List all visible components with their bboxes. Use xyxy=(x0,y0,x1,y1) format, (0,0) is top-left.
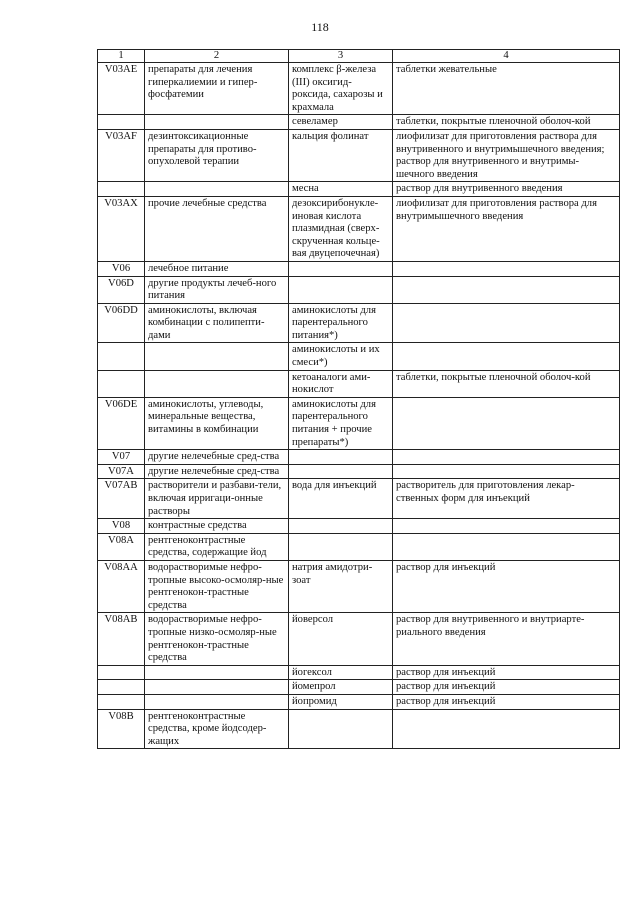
anatomic-group-cell xyxy=(145,182,289,197)
table-row xyxy=(98,129,620,181)
anatomic-group-cell xyxy=(145,370,289,397)
dosage-form-cell xyxy=(393,533,620,560)
anatomic-group-cell: рентгеноконтрастные средства, кроме йодсодер-жащих xyxy=(145,709,289,749)
dosage-form-cell xyxy=(393,450,620,465)
table-row xyxy=(98,560,620,612)
substance-cell: вода для инъекций xyxy=(289,479,393,519)
anatomic-group-cell: лечебное питание xyxy=(145,261,289,276)
anatomic-group-cell: водорастворимые нефро-тропные высоко-осмоляр-ные рентгенокон-трастные средства xyxy=(145,560,289,612)
anatomic-group-cell xyxy=(145,665,289,680)
substance-cell xyxy=(289,261,393,276)
dosage-form-cell: растворитель для приготовления лекар-ственных форм для инъекций xyxy=(393,479,620,519)
header-cell-4: 4 xyxy=(393,50,620,63)
atc-code-cell: V07 xyxy=(98,450,145,465)
atc-code-cell: V06DE xyxy=(98,397,145,449)
substance-cell: месна xyxy=(289,182,393,197)
atc-code-cell: V08AA xyxy=(98,560,145,612)
atc-code-cell: V06 xyxy=(98,261,145,276)
atc-code-cell: V06D xyxy=(98,276,145,303)
anatomic-group-cell: растворители и разбави-тели, включая ирригаци-онные растворы xyxy=(145,479,289,519)
dosage-form-cell: таблетки, покрытые пленочной оболоч-кой xyxy=(393,370,620,397)
anatomic-group-cell xyxy=(145,115,289,130)
table-row xyxy=(98,343,620,370)
dosage-form-cell xyxy=(393,709,620,749)
substance-cell: йомепрол xyxy=(289,680,393,695)
atc-code-cell: V03AF xyxy=(98,129,145,181)
dosage-form-cell: раствор для внутривенного введения xyxy=(393,182,620,197)
page-number: 118 xyxy=(311,20,329,34)
substance-cell: йоверсол xyxy=(289,613,393,665)
anatomic-group-cell: рентгеноконтрастные средства, содержащие йод xyxy=(145,533,289,560)
substance-cell xyxy=(289,519,393,534)
table-row xyxy=(98,196,620,261)
table-row xyxy=(98,303,620,343)
table-row xyxy=(98,519,620,534)
drug-table xyxy=(97,49,620,749)
anatomic-group-cell: другие продукты лечеб-ного питания xyxy=(145,276,289,303)
atc-code-cell: V03AX xyxy=(98,196,145,261)
substance-cell: аминокислоты для парентерального питания + прочие препараты*) xyxy=(289,397,393,449)
substance-cell: йопромид xyxy=(289,694,393,709)
atc-code-cell xyxy=(98,665,145,680)
substance-cell xyxy=(289,276,393,303)
substance-cell: севеламер xyxy=(289,115,393,130)
substance-cell: натрия амидотри-зоат xyxy=(289,560,393,612)
atc-code-cell xyxy=(98,343,145,370)
table-row xyxy=(98,665,620,680)
dosage-form-cell: таблетки, покрытые пленочной оболоч-кой xyxy=(393,115,620,130)
substance-cell xyxy=(289,709,393,749)
table-row xyxy=(98,397,620,449)
anatomic-group-cell xyxy=(145,343,289,370)
table-row xyxy=(98,261,620,276)
atc-code-cell: V08A xyxy=(98,533,145,560)
atc-code-cell xyxy=(98,370,145,397)
anatomic-group-cell: прочие лечебные средства xyxy=(145,196,289,261)
dosage-form-cell xyxy=(393,276,620,303)
substance-cell: аминокислоты для парентерального питания*) xyxy=(289,303,393,343)
dosage-form-cell: лиофилизат для приготовления раствора для внутримышечного введения xyxy=(393,196,620,261)
anatomic-group-cell: аминокислоты, включая комбинации с полипепти-дами xyxy=(145,303,289,343)
table-row xyxy=(98,613,620,665)
atc-code-cell: V08B xyxy=(98,709,145,749)
substance-cell xyxy=(289,464,393,479)
dosage-form-cell xyxy=(393,261,620,276)
table-header-row xyxy=(98,50,620,63)
substance-cell xyxy=(289,450,393,465)
substance-cell: комплекс β-железа (III) оксигид-роксида, сахарозы и крахмала xyxy=(289,63,393,115)
dosage-form-cell xyxy=(393,397,620,449)
substance-cell: кетоаналоги ами-нокислот xyxy=(289,370,393,397)
table-row xyxy=(98,694,620,709)
dosage-form-cell: раствор для инъекций xyxy=(393,665,620,680)
table-row xyxy=(98,479,620,519)
atc-code-cell: V08 xyxy=(98,519,145,534)
atc-code-cell xyxy=(98,182,145,197)
dosage-form-cell: раствор для инъекций xyxy=(393,694,620,709)
atc-code-cell xyxy=(98,115,145,130)
atc-code-cell: V07A xyxy=(98,464,145,479)
drug-table-body xyxy=(98,50,620,749)
table-row xyxy=(98,464,620,479)
substance-cell: дезоксирибонукле-иновая кислота плазмидная (сверх-скрученная кольце-вая двуцепочечная) xyxy=(289,196,393,261)
atc-code-cell xyxy=(98,694,145,709)
dosage-form-cell xyxy=(393,464,620,479)
header-cell-1: 1 xyxy=(98,50,145,63)
dosage-form-cell xyxy=(393,303,620,343)
anatomic-group-cell xyxy=(145,694,289,709)
dosage-form-cell: раствор для инъекций xyxy=(393,560,620,612)
anatomic-group-cell: водорастворимые нефро-тропные низко-осмоляр-ные рентгенокон-трастные средства xyxy=(145,613,289,665)
substance-cell: йогексол xyxy=(289,665,393,680)
table-row xyxy=(98,182,620,197)
dosage-form-cell: лиофилизат для приготовления раствора для внутривенного и внутримышечного введения; раствор для внутривенного и внутримы-шечного введения xyxy=(393,129,620,181)
atc-code-cell: V07AB xyxy=(98,479,145,519)
anatomic-group-cell: препараты для лечения гиперкалиемии и гипер-фосфатемии xyxy=(145,63,289,115)
table-row xyxy=(98,450,620,465)
atc-code-cell: V03AE xyxy=(98,63,145,115)
atc-code-cell: V06DD xyxy=(98,303,145,343)
substance-cell: аминокислоты и их смеси*) xyxy=(289,343,393,370)
anatomic-group-cell: другие нелечебные сред-ства xyxy=(145,464,289,479)
anatomic-group-cell: аминокислоты, углеводы, минеральные вещества, витамины в комбинации xyxy=(145,397,289,449)
substance-cell: кальция фолинат xyxy=(289,129,393,181)
atc-code-cell: V08AB xyxy=(98,613,145,665)
anatomic-group-cell: контрастные средства xyxy=(145,519,289,534)
table-row xyxy=(98,63,620,115)
table-row xyxy=(98,115,620,130)
substance-cell xyxy=(289,533,393,560)
dosage-form-cell: раствор для внутривенного и внутриарте-риального введения xyxy=(393,613,620,665)
anatomic-group-cell: другие нелечебные сред-ства xyxy=(145,450,289,465)
anatomic-group-cell: дезинтоксикационные препараты для противо-опухолевой терапии xyxy=(145,129,289,181)
table-row xyxy=(98,680,620,695)
header-cell-3: 3 xyxy=(289,50,393,63)
dosage-form-cell: таблетки жевательные xyxy=(393,63,620,115)
table-row xyxy=(98,370,620,397)
header-cell-2: 2 xyxy=(145,50,289,63)
table-row xyxy=(98,276,620,303)
anatomic-group-cell xyxy=(145,680,289,695)
table-row xyxy=(98,533,620,560)
atc-code-cell xyxy=(98,680,145,695)
dosage-form-cell: раствор для инъекций xyxy=(393,680,620,695)
dosage-form-cell xyxy=(393,519,620,534)
dosage-form-cell xyxy=(393,343,620,370)
table-row xyxy=(98,709,620,749)
